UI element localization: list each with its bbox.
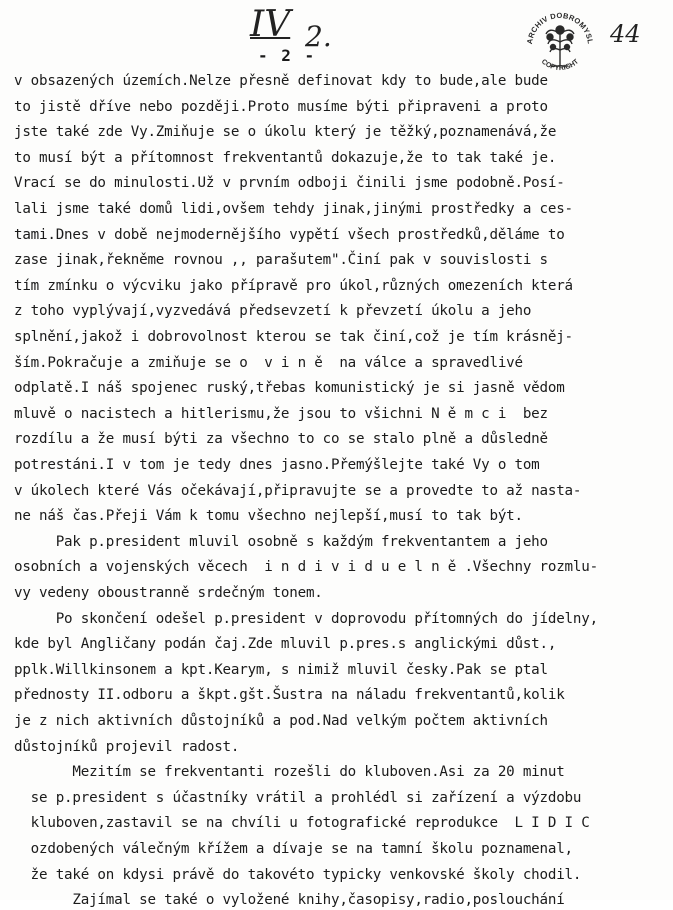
text-line: Vrací se do minulosti.Už v prvním odboji činili jsme podobně.Posí- (14, 175, 565, 192)
text-line: ne náš čas.Přeji Vám k tomu všechno nejlepší,musí to tak být. (14, 508, 523, 525)
text-line: odplatě.I náš spojenec ruský,třebas komunistický je si jasně vědom (14, 380, 565, 397)
text-line: ozdobených válečným křížem a dívaje se na tamní školu poznamenal, (14, 841, 573, 857)
text-line: vy vedeny oboustranně srdečným tonem. (14, 585, 323, 601)
text-line: Zajímal se také o vyložené knihy,časopisy,radio,poslouchání (14, 892, 565, 909)
text-line: to jistě dříve nebo později.Proto musíme býti připraveni a proto (14, 98, 548, 115)
text-line: lali jsme také domů lidi,ovšem tehdy jinak,jinými prostředky a ces- (14, 201, 573, 217)
text-line: mluvě o nacistech a hitlerismu,že jsou to všichni N ě m c i bez (14, 405, 548, 422)
svg-text:ARCHIV DOBROMYSL: ARCHIV DOBROMYSL (524, 10, 595, 45)
text-line: z toho vyplývají,vyzvedává předsevzetí k převzetí úkolu a jeho (14, 303, 532, 320)
text-line: Mezitím se frekventanti rozešli do kluboven.Asi za 20 minut (14, 764, 565, 781)
handwritten-page-number: 2. (305, 20, 332, 53)
text-line: rozdílu a že musí býti za všechno to co se stalo plně a důsledně (14, 431, 548, 448)
text-line: to musí být a přítomnost frekventantů dokazuje,že to tak také je. (14, 149, 557, 166)
text-line: zase jinak,řekněme rovnou ,, parašutem".Činí pak v souvislosti s (14, 252, 548, 269)
text-line: se p.president s účastníky vrátil a prohlédl si zařízení a výzdobu (14, 789, 582, 806)
typed-page-number: - 2 - (258, 46, 317, 65)
text-line: v úkolech které Vás očekávají,připravujte se a provedte to až nasta- (14, 482, 582, 499)
text-line: je z nich aktivních důstojníků a pod.Nad velkým počtem aktivních (14, 713, 548, 729)
text-line: pplk.Willkinsonem a kpt.Kearym, s nimiž mluvil česky.Pak se ptal (14, 661, 548, 678)
text-line: že také on kdysi právě do takovéto typicky venkovské školy chodil. (14, 866, 582, 883)
text-line: Po skončení odešel p.president v doprovodu přítomných do jídelny, (14, 610, 598, 627)
svg-text:COPYRIGHT: COPYRIGHT (539, 58, 581, 73)
text-line: přednosty II.odboru a škpt.gšt.Šustra na náladu frekventantů,kolik (14, 687, 565, 704)
text-line: ším.Pokračuje a zmiňuje se o v i n ě na válce a spravedlivé (14, 354, 523, 371)
text-line: tím zmínku o výcviku jako přípravě pro úkol,různých omezeních která (14, 277, 573, 294)
text-line: jste také zde Vy.Zmiňuje se o úkolu který je těžký,poznamenává,že (14, 124, 557, 141)
text-line: Pak p.president mluvil osobně s každým frekventantem a jeho (14, 533, 548, 550)
text-line: splnění,jakož i dobrovolnost kterou se tak činí,což je tím krásněj- (14, 329, 573, 345)
text-line: v obsazených územích.Nelze přesně definovat kdy to bude,ale bude (14, 73, 548, 89)
text-line: důstojníků projevil radost. (14, 738, 240, 755)
text-line: osobních a vojenských věcech i n d i v i d u e l n ě .Všechny rozmlu- (14, 559, 598, 576)
text-line: potrestáni.I v tom je tedy dnes jasno.Přemýšlejte také Vy o tom (14, 457, 540, 473)
text-line: kluboven,zastavil se na chvíli u fotografické reprodukce L I D I C (14, 815, 590, 832)
handwritten-corner-number: 44 (610, 20, 641, 48)
handwritten-roman-numeral: IV (250, 4, 291, 45)
text-line: tami.Dnes v době nejmodernějšího vypětí všech prostředků,děláme to (14, 226, 565, 243)
text-line: kde byl Angličany podán čaj.Zde mluvil p.pres.s anglickými důst., (14, 636, 557, 653)
